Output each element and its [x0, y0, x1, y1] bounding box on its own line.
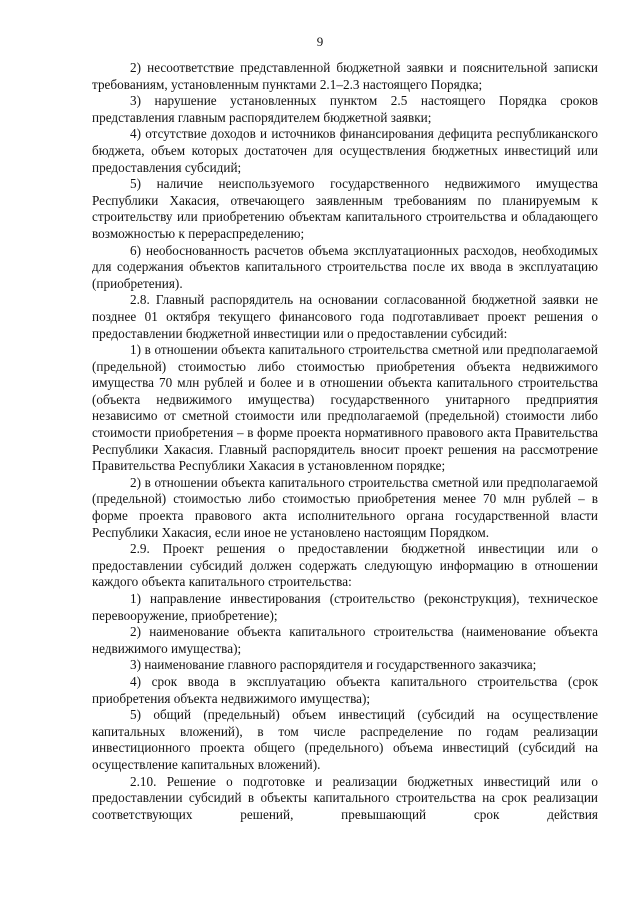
paragraph-section-2-10: 2.10. Решение о подготовке и реализации бюджетных инвестиций или о предоставлении субсидий в объекты капитального строительства на срок реализации соответствующих решений, превышающий срок действия [92, 773, 598, 822]
paragraph-item-3: 3) нарушение установленных пунктом 2.5 настоящего Порядка сроков представления главным распорядителем бюджетной заявки; [92, 93, 598, 125]
paragraph-2-9-item-3: 3) наименование главного распорядителя и государственного заказчика; [130, 657, 537, 673]
paragraph-item-4: 4) отсутствие доходов и источников финансирования дефицита республиканского бюджета, объем которых достаточен для осуществления бюджетных инвестиций или предоставления субсидий; [92, 126, 598, 175]
paragraph-2-9-item-5: 5) общий (предельный) объем инвестиций (субсидий на осуществление капитальных вложений), в том числе распределение по годам реализации инвестиционного проекта общего (предельного) объема инвестиций (субсидий на осуществление капитальных вложений). [92, 707, 598, 772]
paragraph-2-8-item-2: 2) в отношении объекта капитального строительства сметной или предполагаемой (предельной) стоимостью либо стоимостью приобретения менее 70 млн рублей – в форме проекта правового акта исполнительного органа государственной власти Республики Хакасия, если иное не установлено настоящим Порядком. [92, 474, 598, 540]
document-body [92, 60, 598, 823]
paragraph-2-9-item-1: 1) направление инвестирования (строительство (реконструкция), техническое перевооружение, приобретение); [92, 591, 598, 623]
paragraph-item-6: 6) необоснованность расчетов объема эксплуатационных расходов, необходимых для содержания объектов капитального строительства после их ввода в эксплуатацию (приобретения). [92, 242, 598, 291]
paragraph-section-2-9: 2.9. Проект решения о предоставлении бюджетной инвестиции или о предоставлении субсидий должен содержать следующую информацию в отношении каждого объекта капитального строительства: [92, 541, 598, 590]
page-number: 9 [316, 34, 324, 49]
paragraph-2-9-item-4: 4) срок ввода в эксплуатацию объекта капитального строительства (срок приобретения объекта недвижимого имущества); [92, 673, 598, 706]
paragraph-2-8-item-1: 1) в отношении объекта капитального строительства сметной или предполагаемой (предельной) стоимостью либо стоимостью приобретения объекта недвижимого имущества 70 млн рублей и более и в отношении объекта капитального строительства (объекта недвижимого имущества) государственного унитарного предприятия независимо от сметной стоимости или предполагаемой (предельной) стоимости либо стоимости приобретения – в форме проекта нормативного правового акта Правительства Республики Хакасия. Главный распорядитель вносит проект решения на рассмотрение Правительства Республики Хакасия в установленном порядке; [92, 342, 598, 474]
paragraph-2-9-item-2: 2) наименование объекта капитального строительства (наименование объекта недвижимого имущества); [92, 624, 598, 656]
paragraph-item-2: 2) несоответствие представленной бюджетной заявки и пояснительной записки требованиям, установленным пунктами 2.1–2.3 настоящего Порядка; [92, 60, 598, 92]
paragraph-item-5: 5) наличие неиспользуемого государственного недвижимого имущества Республики Хакасия, отвечающего заявленным требованиям по планируемым к строительству или приобретению объектам капитального строительства и обладающего возможностью к перераспределению; [92, 176, 598, 241]
paragraph-section-2-8: 2.8. Главный распорядитель на основании согласованной бюджетной заявки не позднее 01 октября текущего финансового года подготавливает проект решения о предоставлении бюджетной инвестиции или о предоставлении субсидий: [92, 292, 598, 341]
